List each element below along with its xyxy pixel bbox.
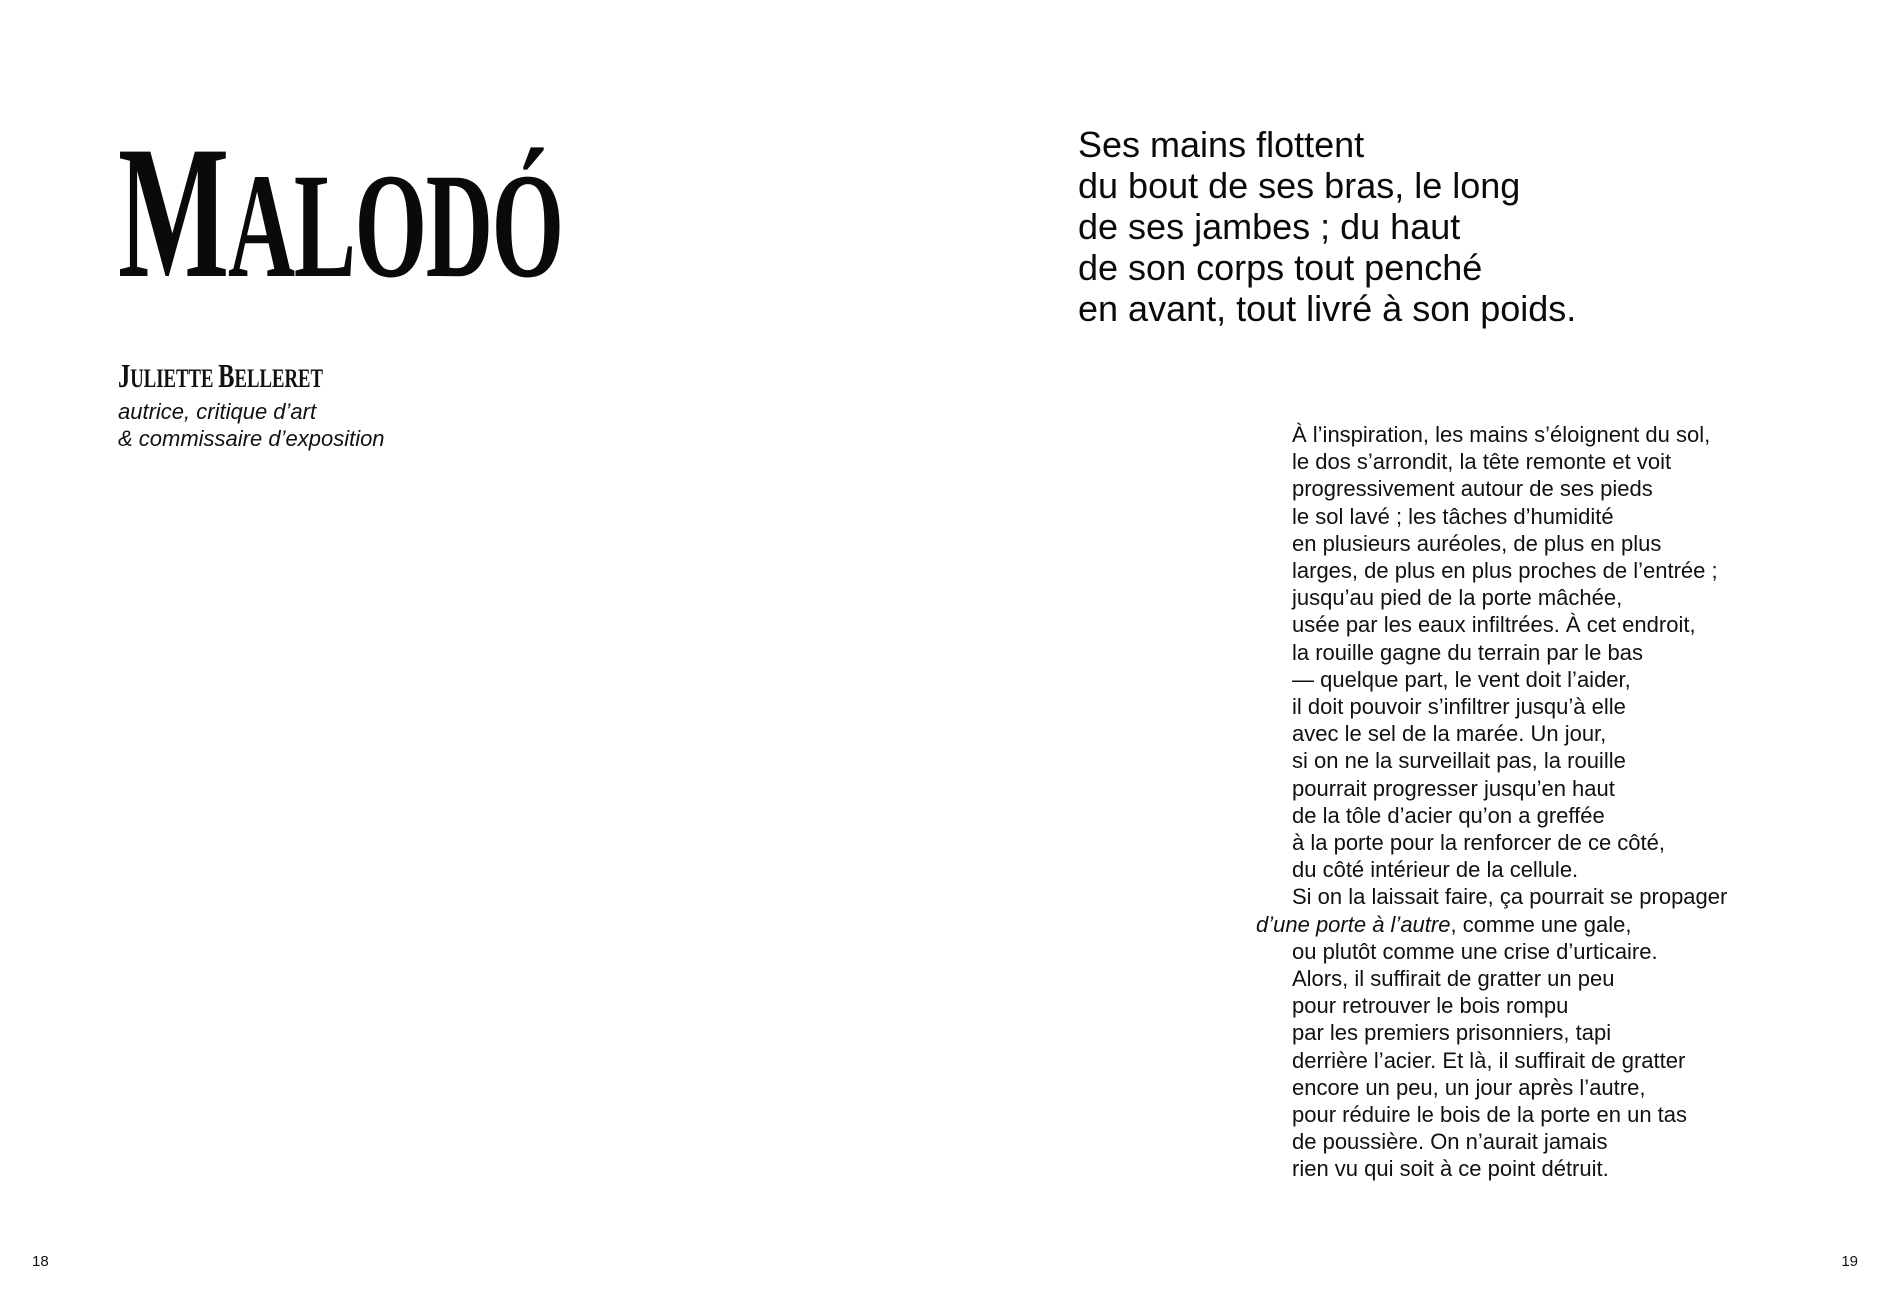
body-line: Alors, il suffirait de gratter un peu [1292, 966, 1615, 992]
body-line: progressivement autour de ses pieds [1292, 476, 1653, 502]
title-rest: ALODÓ [227, 143, 563, 309]
author-initial-first: J [118, 358, 131, 395]
body-line: ou plutôt comme une crise d’urticaire. [1292, 938, 1658, 964]
body-line: par les premiers prisonniers, tapi [1292, 1020, 1612, 1046]
body-line: de poussière. On n’aurait jamais [1292, 1129, 1608, 1155]
body-line: encore un peu, un jour après l’autre, [1292, 1074, 1646, 1100]
body-line: si on ne la surveillait pas, la rouille [1292, 748, 1626, 774]
body-line: pourrait progresser jusqu’en haut [1292, 775, 1615, 801]
body-line: le sol lavé ; les tâches d’humidité [1292, 503, 1614, 529]
author-role-line: & commissaire d’exposition [118, 426, 385, 451]
author-block [118, 360, 403, 452]
body-line: derrière l’acier. Et là, il suffirait de gratter [1292, 1047, 1686, 1073]
right-page [945, 0, 1890, 1299]
body-line: avec le sel de la marée. Un jour, [1292, 721, 1607, 747]
body-line: du côté intérieur de la cellule. [1292, 857, 1579, 883]
pull-quote-line: en avant, tout livré à son poids. [1078, 288, 1577, 329]
author-role [118, 398, 403, 452]
body-line: de la tôle d’acier qu’on a greffée [1292, 802, 1605, 828]
body-line: rien vu qui soit à ce point détruit. [1292, 1156, 1609, 1182]
pull-quote-line: du bout de ses bras, le long [1078, 165, 1521, 206]
body-line-outdented [1256, 911, 1727, 938]
body-line: usée par les eaux infiltrées. À cet endroit, [1292, 612, 1696, 638]
body-line: le dos s’arrondit, la tête remonte et voit [1292, 449, 1672, 475]
pull-quote-line: de ses jambes ; du haut [1078, 206, 1461, 247]
body-line: À l’inspiration, les mains s’éloignent du sol, [1292, 422, 1711, 447]
pull-quote-line: de son corps tout penché [1078, 247, 1483, 288]
author-initial-last: B [218, 358, 235, 395]
pull-quote-line: Ses mains flottent [1078, 124, 1365, 165]
body-line: pour retrouver le bois rompu [1292, 993, 1569, 1019]
article-title [118, 108, 563, 318]
body-line: — quelque part, le vent doit l’aider, [1292, 666, 1631, 692]
title-initial: M [118, 108, 228, 318]
italic-phrase: d’une porte à l’autre [1256, 911, 1451, 937]
body-line: la rouille gagne du terrain par le bas [1292, 639, 1644, 665]
page-number-left: 18 [32, 1253, 49, 1270]
author-rest-last: ELLERET [234, 364, 323, 393]
body-line: jusqu’au pied de la porte mâchée, [1292, 585, 1623, 611]
author-role-line: autrice, critique d’art [118, 399, 317, 424]
body-line: à la porte pour la renforcer de ce côté, [1292, 830, 1665, 856]
body-line: en plusieurs auréoles, de plus en plus [1292, 530, 1662, 556]
author-name [118, 360, 323, 394]
author-rest-first: ULIETTE [130, 364, 219, 393]
body-line: il doit pouvoir s’infiltrer jusqu’à elle [1292, 694, 1626, 720]
pull-quote [1078, 124, 1576, 329]
italic-phrase-tail: , comme une gale, [1450, 911, 1632, 937]
body-line: pour réduire le bois de la porte en un tas [1292, 1102, 1688, 1128]
page-number-right: 19 [1841, 1253, 1858, 1270]
body-line: Si on la laissait faire, ça pourrait se propager [1292, 884, 1728, 910]
body-line: larges, de plus en plus proches de l’entrée ; [1292, 558, 1718, 584]
body-text [1256, 421, 1728, 1183]
